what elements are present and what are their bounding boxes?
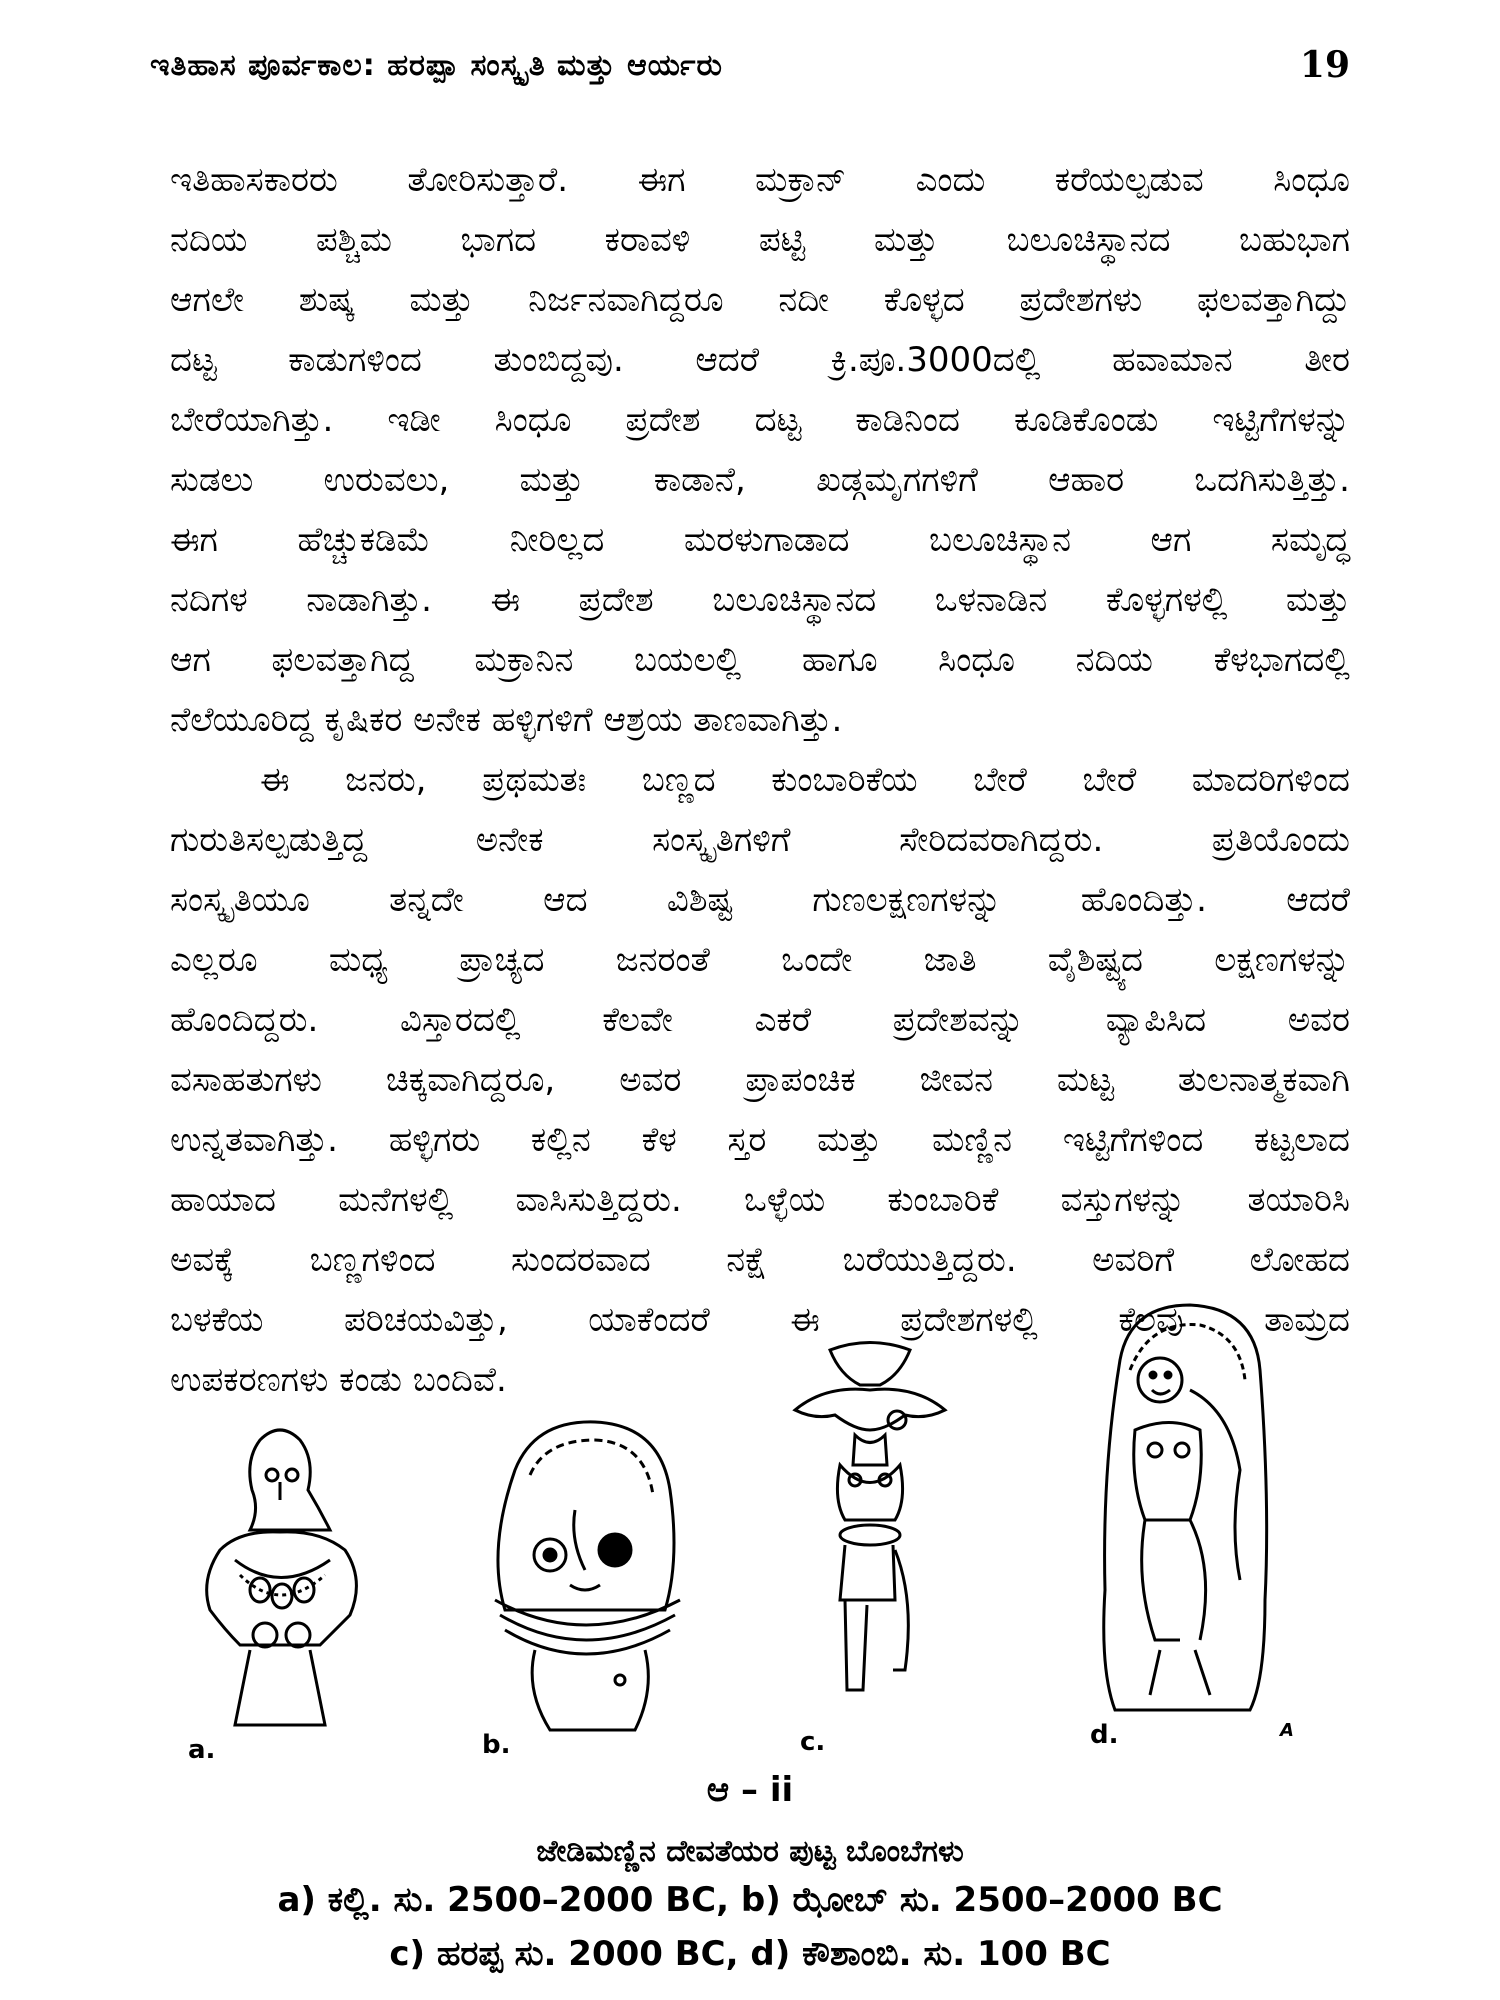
page-number: 19: [1299, 44, 1350, 86]
body-text: [170, 152, 1350, 1412]
text-line: ಉಪಕರಣಗಳು ಕಂಡು ಬಂದಿವೆ.: [170, 1360, 507, 1400]
text-line: ನೆಲೆಯೂರಿದ್ದ ಕೃಷಿಕರ ಅನೇಕ ಹಳ್ಳಿಗಳಿಗೆ ಆಶ್ರಯ ತಾಣವಾಗಿತ್ತು.: [170, 700, 843, 740]
text-line: ಆಗ ಫಲವತ್ತಾಗಿದ್ದ ಮಕ್ರಾನಿನ ಬಯಲಲ್ಲಿ ಹಾಗೂ ಸಿಂಧೂ ನದಿಯ ಕೆಳಭಾಗದಲ್ಲಿ: [170, 640, 1350, 680]
figurine-a-drawing: [180, 1420, 380, 1740]
figure-number: ಆ – ii: [706, 1770, 794, 1810]
text-line: ಸಂಸ್ಕೃತಿಯೂ ತನ್ನದೇ ಆದ ವಿಶಿಷ್ಟ ಗುಣಲಕ್ಷಣಗಳನ್ನು ಹೊಂದಿತ್ತು. ಆದರೆ: [170, 880, 1350, 920]
text-line: ಅವಕ್ಕೆ ಬಣ್ಣಗಳಿಂದ ಸುಂದರವಾದ ನಕ್ಷೆ ಬರೆಯುತ್ತಿದ್ದರು. ಅವರಿಗೆ ಲೋಹದ: [170, 1240, 1350, 1280]
text-line: ಈಗ ಹೆಚ್ಚುಕಡಿಮೆ ನೀರಿಲ್ಲದ ಮರಳುಗಾಡಾದ ಬಲೂಚಿಸ್ಥಾನ ಆಗ ಸಮೃದ್ಧ: [170, 520, 1350, 560]
text-line: ಉನ್ನತವಾಗಿತ್ತು. ಹಳ್ಳಿಗರು ಕಲ್ಲಿನ ಕೆಳ ಸ್ತರ ಮತ್ತು ಮಣ್ಣಿನ ಇಟ್ಟಿಗೆಗಳಿಂದ ಕಟ್ಟಲಾದ: [170, 1120, 1350, 1160]
figurine-b-drawing: [475, 1410, 695, 1740]
text-line: ದಟ್ಟ ಕಾಡುಗಳಿಂದ ತುಂಬಿದ್ದವು. ಆದರೆ ಕ್ರಿ.ಪೂ.3000ದಲ್ಲಿ ಹವಾಮಾನ ತೀರ: [170, 340, 1350, 380]
text-line: ಹೊಂದಿದ್ದರು. ವಿಸ್ತಾರದಲ್ಲಿ ಕೆಲವೇ ಎಕರೆ ಪ್ರದೇಶವನ್ನು ವ್ಯಾಪಿಸಿದ ಅವರ: [170, 1000, 1350, 1040]
text-line: ಇತಿಹಾಸಕಾರರು ತೋರಿಸುತ್ತಾರೆ. ಈಗ ಮಕ್ರಾನ್ ಎಂದು ಕರೆಯಲ್ಪಡುವ ಸಿಂಧೂ: [170, 160, 1350, 200]
text-line: ಎಲ್ಲರೂ ಮಧ್ಯ ಪ್ರಾಚ್ಯದ ಜನರಂತೆ ಒಂದೇ ಜಾತಿ ವೈಶಿಷ್ಟ್ಯದ ಲಕ್ಷಣಗಳನ್ನು: [170, 940, 1350, 980]
figurine-c-drawing: [785, 1340, 955, 1720]
text-line: ಈ ಜನರು, ಪ್ರಥಮತಃ ಬಣ್ಣದ ಕುಂಬಾರಿಕೆಯ ಬೇರೆ ಬೇರೆ ಮಾದರಿಗಳಿಂದ: [260, 760, 1350, 800]
figure-label-b: b.: [482, 1730, 511, 1760]
figure-caption-line-1: a) ಕಲ್ಲಿ. ಸು. 2500–2000 BC, b) ಝೋಬ್ ಸು. 2500–2000 BC: [277, 1880, 1223, 1920]
text-line: ಗುರುತಿಸಲ್ಪಡುತ್ತಿದ್ದ ಅನೇಕ ಸಂಸ್ಕೃತಿಗಳಿಗೆ ಸೇರಿದವರಾಗಿದ್ದರು. ಪ್ರತಿಯೊಂದು: [170, 820, 1350, 860]
text-line: ಬಳಕೆಯ ಪರಿಚಯವಿತ್ತು, ಯಾಕೆಂದರೆ ಈ ಪ್ರದೇಶಗಳಲ್ಲಿ ಕೆಲವು ತಾಮ್ರದ: [170, 1300, 1350, 1340]
text-line: ವಸಾಹತುಗಳು ಚಿಕ್ಕವಾಗಿದ್ದರೂ, ಅವರ ಪ್ರಾಪಂಚಿಕ ಜೀವನ ಮಟ್ಟ ತುಲನಾತ್ಮಕವಾಗಿ: [170, 1060, 1350, 1100]
text-line: ಆಗಲೇ ಶುಷ್ಕ ಮತ್ತು ನಿರ್ಜನವಾಗಿದ್ದರೂ ನದೀ ಕೊಳ್ಳದ ಪ್ರದೇಶಗಳು ಫಲವತ್ತಾಗಿದ್ದು: [170, 280, 1350, 320]
figure-caption-title: ಜೇಡಿಮಣ್ಣಿನ ದೇವತೆಯರ ಪುಟ್ಟ ಬೊಂಬೆಗಳು: [536, 1834, 964, 1869]
corner-mark: A: [1280, 1720, 1294, 1741]
text-line: ನದಿಗಳ ನಾಡಾಗಿತ್ತು. ಈ ಪ್ರದೇಶ ಬಲೂಚಿಸ್ಥಾನದ ಒಳನಾಡಿನ ಕೊಳ್ಳಗಳಲ್ಲಿ ಮತ್ತು: [170, 580, 1350, 620]
text-line: ಸುಡಲು ಉರುವಲು, ಮತ್ತು ಕಾಡಾನೆ, ಖಡ್ಗಮೃಗಗಳಿಗೆ ಆಹಾರ ಒದಗಿಸುತ್ತಿತ್ತು.: [170, 460, 1350, 500]
text-line: ನದಿಯ ಪಶ್ಚಿಮ ಭಾಗದ ಕರಾವಳಿ ಪಟ್ಟಿ ಮತ್ತು ಬಲೂಚಿಸ್ಥಾನದ ಬಹುಭಾಗ: [170, 220, 1350, 260]
text-line: ಹಾಯಾದ ಮನೆಗಳಲ್ಲಿ ವಾಸಿಸುತ್ತಿದ್ದರು. ಒಳ್ಳೆಯ ಕುಂಬಾರಿಕೆ ವಸ್ತುಗಳನ್ನು ತಯಾರಿಸಿ: [170, 1180, 1350, 1220]
running-head: ಇತಿಹಾಸ ಪೂರ್ವಕಾಲ: ಹರಪ್ಪಾ ಸಂಸ್ಕೃತಿ ಮತ್ತು ಆರ್ಯರು: [150, 48, 723, 83]
figurine-d-drawing: [1090, 1300, 1280, 1720]
paragraph-1: [170, 152, 1350, 752]
figure-label-a: a.: [188, 1735, 216, 1765]
text-line: ಬೇರೆಯಾಗಿತ್ತು. ಇಡೀ ಸಿಂಧೂ ಪ್ರದೇಶ ದಟ್ಟ ಕಾಡಿನಿಂದ ಕೂಡಿಕೊಂಡು ಇಟ್ಟಿಗೆಗಳನ್ನು: [170, 400, 1350, 440]
page-header: [150, 44, 1350, 98]
figurine-illustrations: [170, 1300, 1350, 1765]
figure-label-d: d.: [1090, 1720, 1119, 1750]
figure-label-c: c.: [800, 1727, 826, 1757]
figure-caption-line-2: c) ಹರಪ್ಪ ಸು. 2000 BC, d) ಕೌಶಾಂಬಿ. ಸು. 100 BC: [389, 1934, 1111, 1974]
